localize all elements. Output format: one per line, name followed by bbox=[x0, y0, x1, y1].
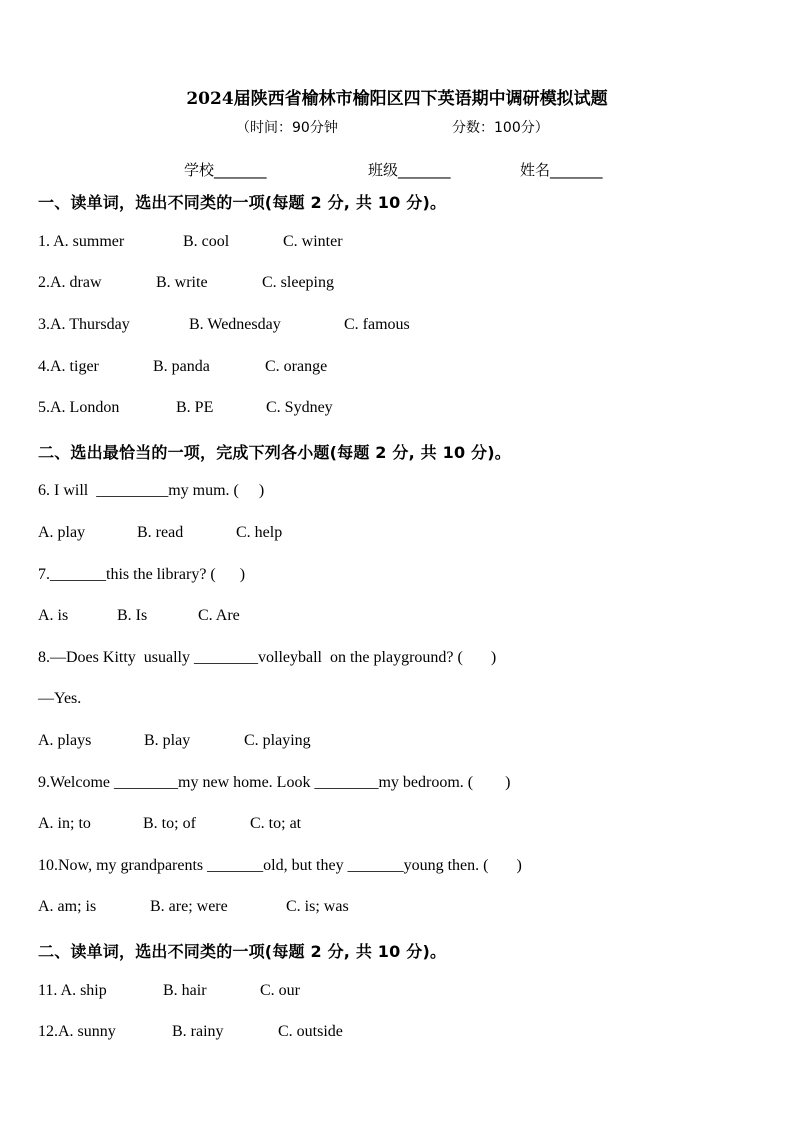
q2-option-c: C. sleeping bbox=[262, 274, 334, 291]
q12-option-a: 12.A. sunny bbox=[38, 1023, 116, 1040]
q1-option-b: B. cool bbox=[183, 233, 230, 250]
q11-option-b: B. hair bbox=[163, 982, 207, 999]
q12-option-c: C. outside bbox=[278, 1023, 343, 1040]
q10-option-b: B. are; were bbox=[150, 898, 228, 915]
q6-option-c: C. help bbox=[236, 524, 283, 541]
school-field: 学校_______ bbox=[184, 161, 267, 179]
q3-option-a: 3.A. Thursday bbox=[38, 316, 130, 333]
q8-stem: 8.—Does Kitty usually ________volleyball on the playground? ( ) bbox=[38, 649, 497, 666]
q6-stem: 6. I will _________my mum. ( ) bbox=[38, 482, 265, 499]
q12-option-b: B. rainy bbox=[172, 1023, 224, 1040]
q1-option-a: 1. A. summer bbox=[38, 233, 125, 250]
q2-option-b: B. write bbox=[156, 274, 208, 291]
q11-option-a: 11. A. ship bbox=[38, 982, 107, 999]
q3-option-c: C. famous bbox=[344, 316, 410, 333]
q8-option-b: B. play bbox=[144, 732, 191, 749]
class-field: 班级_______ bbox=[368, 161, 451, 179]
q10-option-a: A. am; is bbox=[38, 898, 97, 915]
q7-option-c: C. Are bbox=[198, 607, 240, 624]
name-field: 姓名_______ bbox=[520, 161, 603, 179]
exam-time: （时间：90分钟 bbox=[236, 120, 338, 136]
q7-option-a: A. is bbox=[38, 607, 69, 624]
q3-option-b: B. Wednesday bbox=[189, 316, 281, 333]
q5-option-a: 5.A. London bbox=[38, 399, 120, 416]
section-1-heading: 一、读单词，选出不同类的一项(每题 2 分, 共 10 分)。 bbox=[38, 193, 447, 212]
q6-option-a: A. play bbox=[38, 524, 86, 541]
q9-option-a: A. in; to bbox=[38, 815, 91, 832]
q1-option-c: C. winter bbox=[283, 233, 343, 250]
q11-option-c: C. our bbox=[260, 982, 300, 999]
q2-option-a: 2.A. draw bbox=[38, 274, 102, 291]
q7-stem: 7._______this the library? ( ) bbox=[38, 566, 246, 583]
exam-score: 分数：100分） bbox=[452, 120, 549, 136]
q9-option-c: C. to; at bbox=[250, 815, 302, 832]
q10-option-c: C. is; was bbox=[286, 898, 349, 915]
q9-option-b: B. to; of bbox=[143, 815, 196, 832]
q5-option-c: C. Sydney bbox=[266, 399, 333, 416]
q10-stem: 10.Now, my grandparents _______old, but they _______young then. ( ) bbox=[38, 857, 522, 874]
q6-option-b: B. read bbox=[137, 524, 184, 541]
q9-stem: 9.Welcome ________my new home. Look ________my bedroom. ( ) bbox=[38, 774, 511, 791]
q4-option-b: B. panda bbox=[153, 358, 210, 375]
q4-option-a: 4.A. tiger bbox=[38, 358, 99, 375]
q7-option-b: B. Is bbox=[117, 607, 148, 624]
q8-option-a: A. plays bbox=[38, 732, 92, 749]
q8-reply: —Yes. bbox=[38, 690, 82, 707]
q8-option-c: C. playing bbox=[244, 732, 311, 749]
q5-option-b: B. PE bbox=[176, 399, 214, 416]
section-3-heading: 二、读单词，选出不同类的一项(每题 2 分, 共 10 分)。 bbox=[38, 942, 447, 961]
page-title: 2024届陕西省榆林市榆阳区四下英语期中调研模拟试题 bbox=[186, 89, 608, 109]
q4-option-c: C. orange bbox=[265, 358, 328, 375]
section-2-heading: 二、选出最恰当的一项，完成下列各小题(每题 2 分, 共 10 分)。 bbox=[38, 443, 511, 462]
